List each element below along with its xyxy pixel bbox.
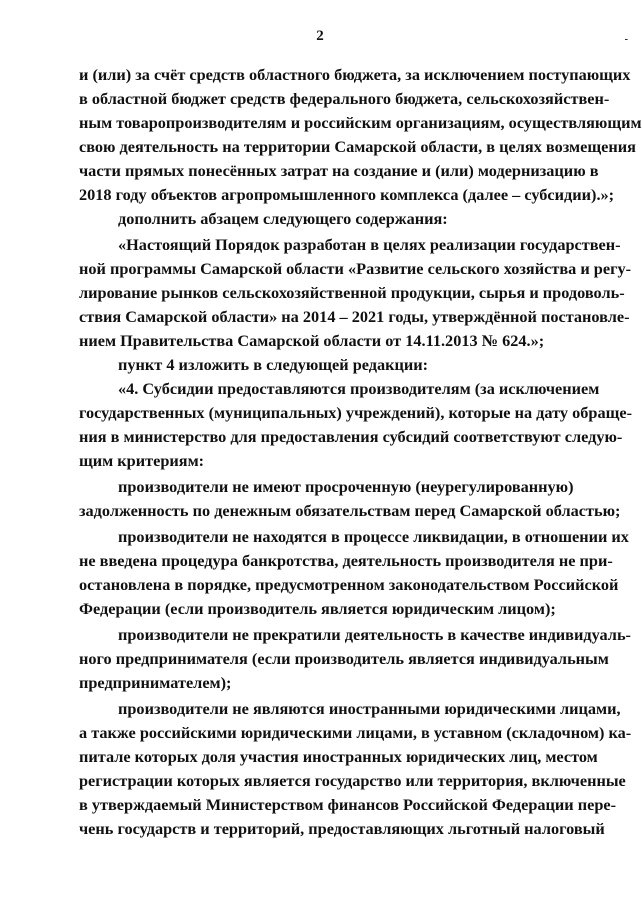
text-line: Федерации (если производитель является юридическим лицом);	[79, 599, 556, 618]
text-line: государственных (муниципальных) учреждений), которые на дату обраще-	[79, 403, 632, 422]
text-line: производители не имеют просроченную (неурегулированную)	[118, 477, 574, 496]
text-line: остановлена в порядке, предусмотренном законодательством Российской	[79, 575, 619, 594]
text-line: ствия Самарской области» на 2014 – 2021 годы, утверждённой постановле-	[79, 307, 630, 326]
text-line: ния в министерство для предоставления субсидий соответствуют следую-	[79, 427, 623, 446]
text-line: задолженность по денежным обязательствам перед Самарской областью;	[79, 501, 621, 520]
text-line: регистрации которых является государство или территория, включенные	[79, 771, 626, 790]
text-line: производители не прекратили деятельность в качестве индивидуаль-	[118, 625, 631, 644]
text-line: лирование рынков сельскохозяйственной продукции, сырья и продоволь-	[79, 283, 625, 302]
text-line: «4. Субсидии предоставляются производителям (за исключением	[118, 379, 600, 398]
page-number: 2	[316, 28, 324, 44]
text-line: питале которых доля участия иностранных юридических лиц, местом	[79, 747, 598, 766]
text-line: пункт 4 изложить в следующей редакции:	[118, 355, 429, 374]
text-line: 2018 году объектов агропромышленного комплекса (далее – субсидии).»;	[79, 185, 615, 204]
text-line: производители не являются иностранными юридическими лицами,	[118, 699, 621, 718]
corner-mark: -	[624, 34, 628, 45]
text-line: ной программы Самарской области «Развитие сельского хозяйства и регу-	[79, 259, 632, 278]
text-line: чень государств и территорий, предоставляющих льготный налоговый	[79, 819, 605, 838]
text-line: «Настоящий Порядок разработан в целях реализации государствен-	[118, 235, 621, 254]
text-line: в утверждаемый Министерством финансов Российской Федерации пере-	[79, 795, 617, 814]
text-line: щим критериям:	[79, 451, 205, 470]
text-line: не введена процедура банкротства, деятельность производителя не при-	[79, 551, 613, 570]
text-line: части прямых понесённых затрат на создание и (или) модернизацию в	[79, 161, 599, 180]
text-line: а также российскими юридическими лицами, в уставном (складочном) ка-	[79, 723, 632, 742]
text-line: ного предпринимателя (если производитель является индивидуальным	[79, 649, 609, 668]
text-line: нием Правительства Самарской области от 14.11.2013 № 624.»;	[79, 331, 545, 350]
text-line: производители не находятся в процессе ликвидации, в отношении их	[118, 527, 629, 546]
text-line: свою деятельность на территории Самарской области, в целях возмещения	[79, 137, 636, 156]
text-line: и (или) за счёт средств областного бюджета, за исключением поступающих	[79, 65, 631, 84]
text-line: дополнить абзацем следующего содержания:	[118, 209, 448, 228]
text-line: предпринимателем);	[79, 673, 232, 692]
text-line: ным товаропроизводителям и российским организациям, осуществляющим	[79, 113, 642, 132]
text-line: в областной бюджет средств федерального бюджета, сельскохозяйствен-	[79, 89, 610, 108]
